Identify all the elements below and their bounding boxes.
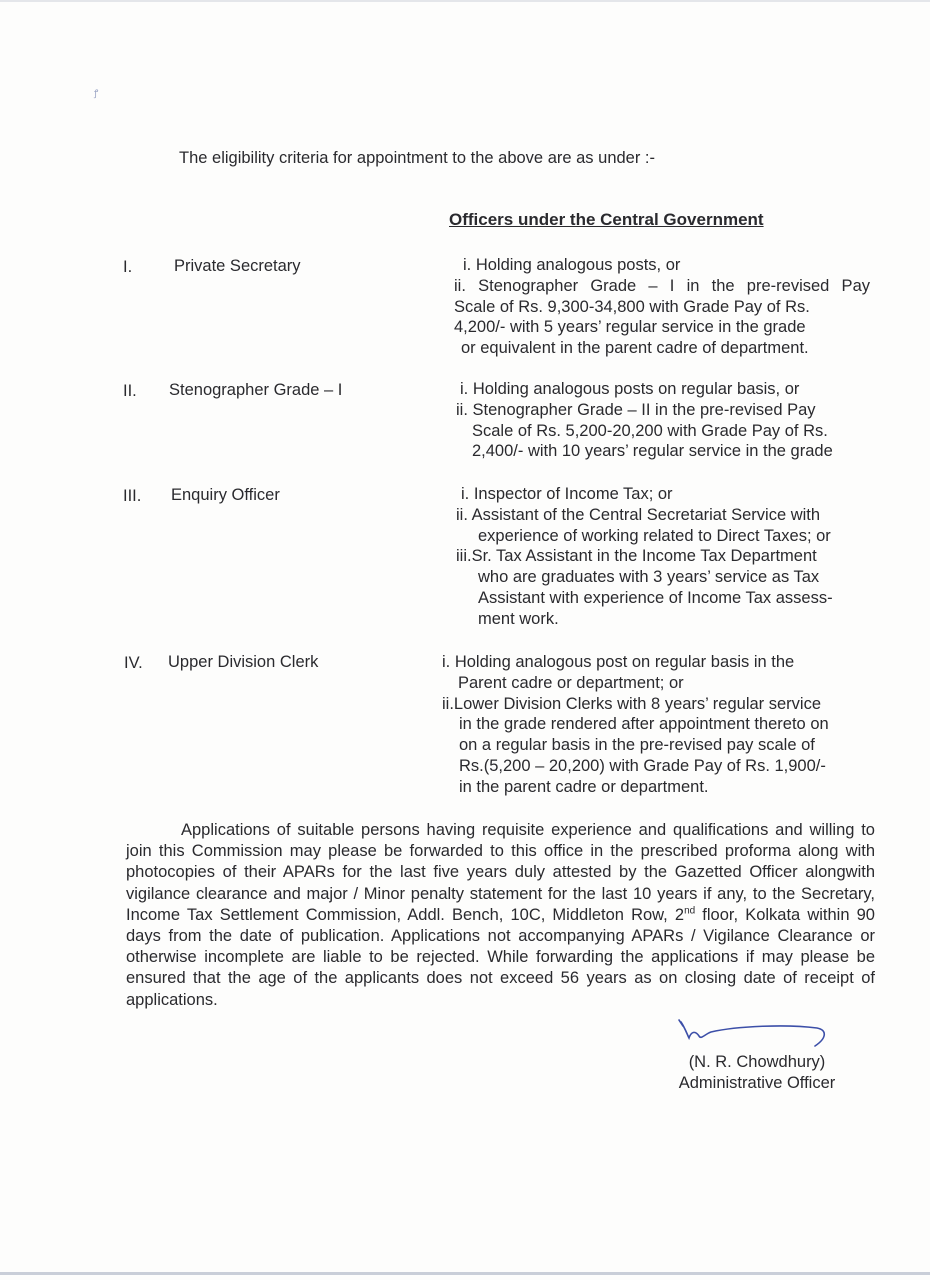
signatory-block [669,1052,845,1094]
criteria-line: 4,200/- with 5 years’ regular service in the grade [454,318,806,337]
post-numeral: IV. [124,654,143,672]
criteria-line: Scale of Rs. 9,300-34,800 with Grade Pay of Rs. [454,297,810,316]
post-title: Upper Division Clerk [168,653,319,671]
post-criteria [456,379,833,462]
criteria-line: who are graduates with 3 years’ service as Tax [478,568,820,587]
post-numeral: II. [123,382,137,400]
post-numeral: I. [123,258,133,276]
post-numeral: III. [123,487,142,505]
criteria-line: ii. Assistant of the Central Secretariat Service with [456,505,821,524]
criteria-line: i. Holding analogous post on regular basis in the [442,653,795,671]
criteria-line: in the grade rendered after appointment thereto on [459,715,829,734]
post-criteria [456,484,833,630]
criteria-line: i. Holding analogous posts on regular basis, or [460,380,800,398]
scan-mark: ꝭ [94,88,99,98]
criteria-line: ii. Stenographer Grade – II in the pre-revised Pay [456,400,816,419]
ordinal-suffix: nd [684,905,696,917]
intro-text: The eligibility criteria for appointment to the above are as under :- [179,149,656,167]
criteria-line: i. Holding analogous posts, or [463,256,681,274]
page-bottom-edge [0,1272,930,1275]
criteria-line: Rs.(5,200 – 20,200) with Grade Pay of Rs. 1,900/- [459,756,826,775]
post-title: Enquiry Officer [171,486,280,504]
criteria-line: Scale of Rs. 5,200-20,200 with Grade Pay of Rs. [472,421,828,440]
criteria-line: or equivalent in the parent cadre of department. [461,339,809,358]
criteria-line: Parent cadre or department; or [458,673,684,692]
page-top-edge [0,0,930,2]
signatory-name: (N. R. Chowdhury) [688,1053,826,1071]
criteria-line: ii. Stenographer Grade – I in the pre-revised Pay [454,276,870,295]
application-paragraph [126,820,875,1011]
criteria-line: on a regular basis in the pre-revised pay scale of [459,736,815,755]
column-heading: Officers under the Central Government [449,210,764,229]
criteria-line: 2,400/- with 10 years’ regular service in the grade [472,442,833,461]
criteria-line: iii.Sr. Tax Assistant in the Income Tax Department [456,547,817,566]
handwritten-signature [677,1018,829,1054]
signatory-designation: Administrative Officer [678,1074,836,1092]
criteria-line: Assistant with experience of Income Tax assess- [478,588,833,607]
criteria-line: in the parent cadre or department. [459,777,709,796]
criteria-line: ii.Lower Division Clerks with 8 years’ regular service [442,694,822,713]
criteria-line: i. Inspector of Income Tax; or [461,485,673,503]
paragraph-text-cont: floor, Kolkata within 90 days from the date of publication. Applications not accompanying APARs / Vigilance Clearance or otherwise incomplete are liable to be rejected. While forwarding the applications if may please be ensured that the age of the applicants does not exceed 56 years as on closing date of receipt of applications. [126,905,875,1009]
post-title: Private Secretary [174,257,301,275]
post-title: Stenographer Grade – I [169,381,343,399]
criteria-line: experience of working related to Direct Taxes; or [478,526,831,545]
criteria-line: ment work. [478,609,559,628]
paragraph-text: Applications of suitable persons having requisite experience and qualifications and willing to join this Commission may please be forwarded to this office in the prescribed proforma along with photocopies of their APARs for the last five years duly attested by the Gazetted Officer alongwith vigilance clearance and major / Minor penalty statement for the last 10 years if any, to the Secretary, Income Tax Settlement Commission, Addl. Bench, 10C, Middleton Row, 2 [126,821,875,924]
post-criteria [454,255,870,359]
post-criteria [442,652,829,798]
